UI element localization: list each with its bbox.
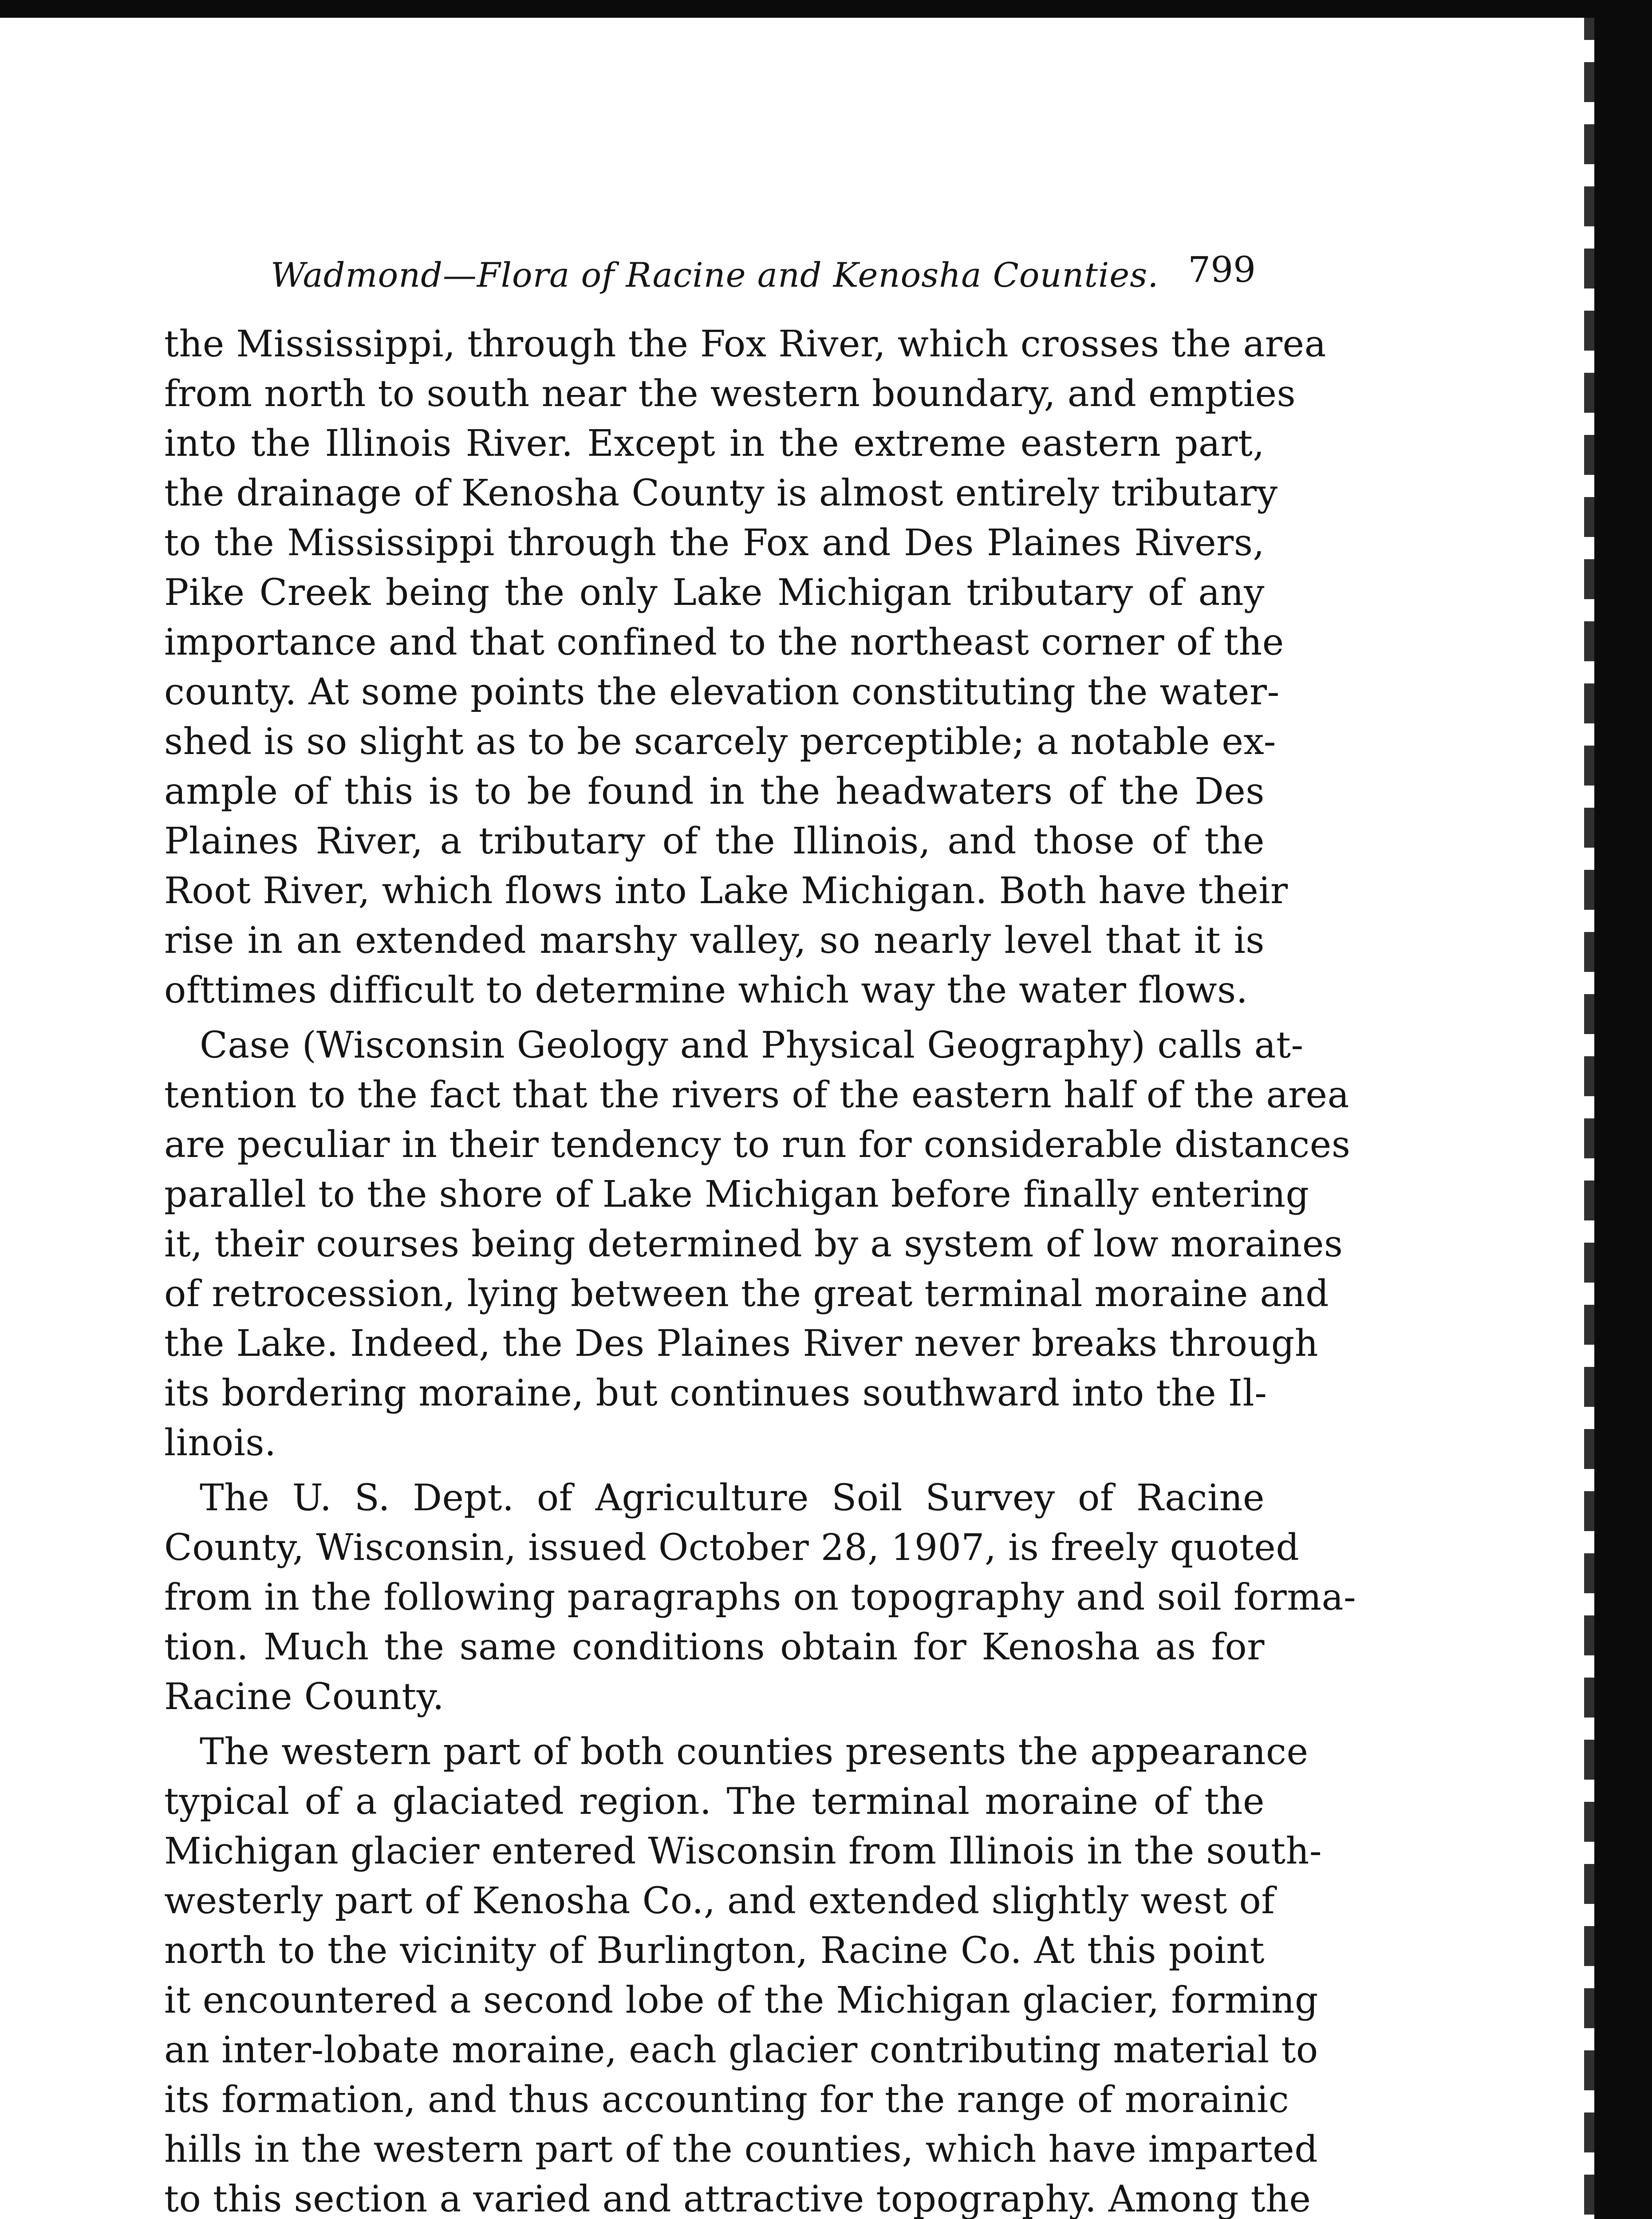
text-line: County, Wisconsin, issued October 28, 1907, is freely quoted [164, 1527, 1300, 1569]
text-line: The western part of both counties presents the appearance [200, 1731, 1309, 1773]
text-line: to the Mississippi through the Fox and Des Plaines Rivers, [164, 522, 1265, 564]
text-line: ofttimes difficult to determine which way the water flows. [164, 969, 1248, 1011]
text-line: an inter-lobate moraine, each glacier contributing material to [164, 2029, 1318, 2071]
text-line: it, their courses being determined by a system of low moraines [164, 1223, 1343, 1265]
text-line: rise in an extended marshy valley, so nearly level that it is [164, 920, 1265, 962]
text-line: The U. S. Dept. of Agriculture Soil Survey of Racine [200, 1477, 1265, 1519]
paragraph-2 [164, 1021, 1351, 1468]
text-line: Plaines River, a tributary of the Illinois, and those of the [164, 820, 1265, 862]
text-line: shed is so slight as to be scarcely perceptible; a notable ex- [164, 721, 1276, 763]
text-line: linois. [164, 1422, 276, 1464]
text-line: the Mississippi, through the Fox River, which crosses the area [164, 323, 1326, 365]
paragraph-4 [164, 1727, 1322, 2219]
scan-border-right-ragged [1584, 0, 1597, 2219]
text-line: into the Illinois River. Except in the extreme eastern part, [164, 422, 1265, 465]
running-head [164, 249, 1265, 302]
book-page [164, 249, 1356, 2219]
text-line: Root River, which flows into Lake Michigan. Both have their [164, 870, 1288, 912]
text-line: from north to south near the western boundary, and empties [164, 373, 1296, 415]
text-line: Michigan glacier entered Wisconsin from Illinois in the south- [164, 1830, 1322, 1872]
text-line: county. At some points the elevation constituting the water- [164, 671, 1280, 713]
text-line: Pike Creek being the only Lake Michigan tributary of any [164, 572, 1265, 614]
text-line: Racine County. [164, 1676, 445, 1718]
text-line: importance and that confined to the northeast corner of the [164, 621, 1284, 663]
scan-border-right [1594, 0, 1652, 2219]
page-number: 799 [1188, 249, 1256, 290]
text-line: Case (Wisconsin Geology and Physical Geography) calls at- [200, 1024, 1304, 1066]
text-line: typical of a glaciated region. The terminal moraine of the [164, 1781, 1265, 1823]
text-line: north to the vicinity of Burlington, Racine Co. At this point [164, 1930, 1265, 1972]
text-line: to this section a varied and attractive topography. Among the [164, 2178, 1311, 2219]
text-line: are peculiar in their tendency to run for considerable distances [164, 1124, 1351, 1166]
text-line: parallel to the shore of Lake Michigan before finally entering [164, 1173, 1309, 1216]
text-line: the Lake. Indeed, the Des Plaines River never breaks through [164, 1323, 1319, 1365]
text-line: the drainage of Kenosha County is almost entirely tributary [164, 472, 1278, 514]
text-line: it encountered a second lobe of the Michigan glacier, forming [164, 1979, 1319, 2022]
text-line: of retrocession, lying between the great terminal moraine and [164, 1273, 1329, 1315]
text-line: ample of this is to be found in the headwaters of the Des [164, 770, 1265, 813]
text-line: its formation, and thus accounting for the range of morainic [164, 2079, 1289, 2121]
text-line: tention to the fact that the rivers of the eastern half of the area [164, 1074, 1349, 1116]
text-line: hills in the western part of the counties, which have imparted [164, 2128, 1318, 2171]
body-text [164, 320, 1356, 2219]
text-line: its bordering moraine, but continues southward into the Il- [164, 1372, 1267, 1414]
paragraph-1 [164, 320, 1326, 1015]
text-line: from in the following paragraphs on topography and soil forma- [164, 1576, 1356, 1619]
text-line: westerly part of Kenosha Co., and extended slightly west of [164, 1880, 1275, 1922]
scan-border-top [0, 0, 1652, 18]
paragraph-3 [164, 1473, 1356, 1722]
running-title: Wadmond—Flora of Racine and Kenosha Counties. [271, 255, 1159, 295]
text-line: tion. Much the same conditions obtain for Kenosha as for [164, 1626, 1265, 1668]
